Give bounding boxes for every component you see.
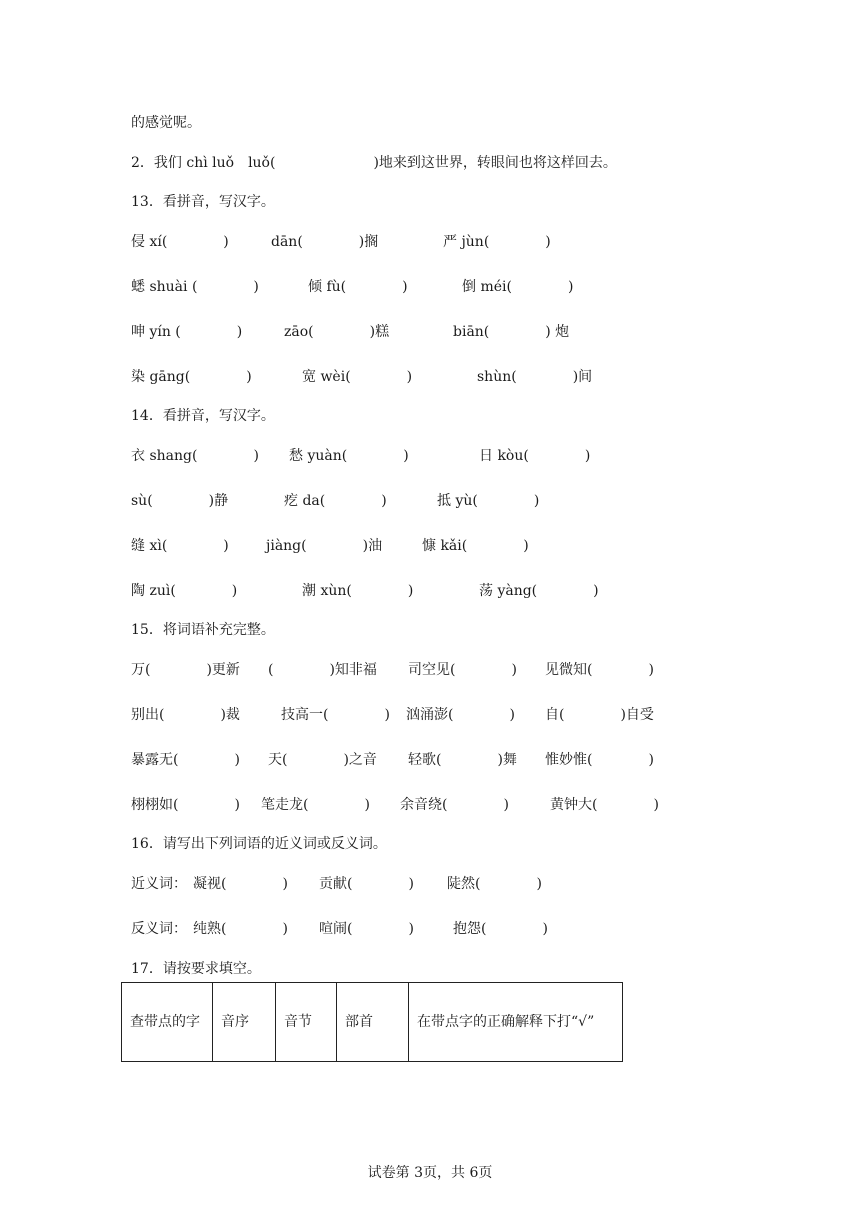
q14-title: 14．看拼音，写汉字。 [131,408,275,424]
q15-item: 自( )自受 [545,707,654,723]
q15-item: 万( )更新 [131,662,240,678]
q13-item: 染 gāng( ) [131,369,252,385]
intro-tail: 的感觉呢。 [131,115,201,131]
table-header-cell: 在带点字的正确解释下打“√” [409,983,623,1062]
q15-item: 暴露无( ) [131,752,240,768]
q15-title: 15．将词语补充完整。 [131,622,275,638]
q16-title: 16．请写出下列词语的近义词或反义词。 [131,836,387,852]
q17-title: 17．请按要求填空。 [131,961,261,977]
q13-item: 倒 méi( ) [462,279,574,295]
q15-item: 黄钟大( ) [550,797,659,813]
table-header-cell: 音序 [213,983,276,1062]
antonym-item: 纯熟( ) [193,921,288,937]
q15-item: 天( )之音 [268,752,377,768]
q13-item: biān( ) 炮 [453,324,570,340]
q15-item: 汹涌澎( ) [406,707,515,723]
q13-item: zāo( )糕 [284,324,390,340]
q15-item: 余音绕( ) [400,797,509,813]
table-row [122,983,623,1062]
q13-title: 13．看拼音，写汉字。 [131,194,275,210]
q17-table [121,982,623,1062]
table-header-cell: 查带点的字 [122,983,213,1062]
q13-item: dān( )搁 [271,234,379,250]
synonym-item: 陡然( ) [447,876,542,892]
q13-item: 侵 xí( ) [131,234,229,250]
q15-item: ( )知非福 [268,662,377,678]
q14-item: 缝 xì( ) [131,538,229,554]
antonym-item: 喧闹( ) [319,921,414,937]
q15-item: 惟妙惟( ) [545,752,654,768]
q15-item: 司空见( ) [408,662,517,678]
synonym-item: 贡献( ) [319,876,414,892]
antonym-label: 反义词： [131,921,187,937]
table-header-cell: 部首 [337,983,409,1062]
q13-item: 蟋 shuài ( ) [131,279,259,295]
q15-item: 别出( )裁 [131,707,240,723]
q14-item: 疙 da( ) [284,493,387,509]
synonym-item: 凝视( ) [193,876,288,892]
q14-item: 抵 yù( ) [437,493,540,509]
synonym-label: 近义词： [131,876,187,892]
q14-item: 日 kòu( ) [479,448,591,464]
page-footer: 试卷第 3页，共 6页 [367,1165,493,1181]
q13-item: 宽 wèi( ) [302,369,413,385]
q14-item: 荡 yàng( ) [479,583,599,599]
q15-item: 见微知( ) [545,662,654,678]
q14-item: 衣 shang( ) [131,448,259,464]
q15-item: 笔走龙( ) [261,797,370,813]
q14-item: 慷 kǎi( ) [422,538,529,554]
q14-item: jiàng( )油 [266,538,383,554]
q15-item: 栩栩如( ) [131,797,240,813]
q15-item: 轻歌( )舞 [408,752,517,768]
q13-item: shùn( )间 [477,369,593,385]
q14-item: 陶 zuì( ) [131,583,238,599]
table-header-cell: 音节 [276,983,337,1062]
antonym-item: 抱怨( ) [453,921,548,937]
q13-item: 倾 fù( ) [308,279,408,295]
q14-item: 愁 yuàn( ) [289,448,409,464]
q14-item: 潮 xùn( ) [302,583,414,599]
q13-item: 严 jùn( ) [443,234,551,250]
q13-item: 呻 yín ( ) [131,324,243,340]
q14-item: sù( )静 [131,493,229,509]
question-2: 2．我们 chì luǒ luǒ( )地来到这世界，转眼间也将这样回去。 [131,155,617,171]
q15-item: 技高一( ) [281,707,390,723]
